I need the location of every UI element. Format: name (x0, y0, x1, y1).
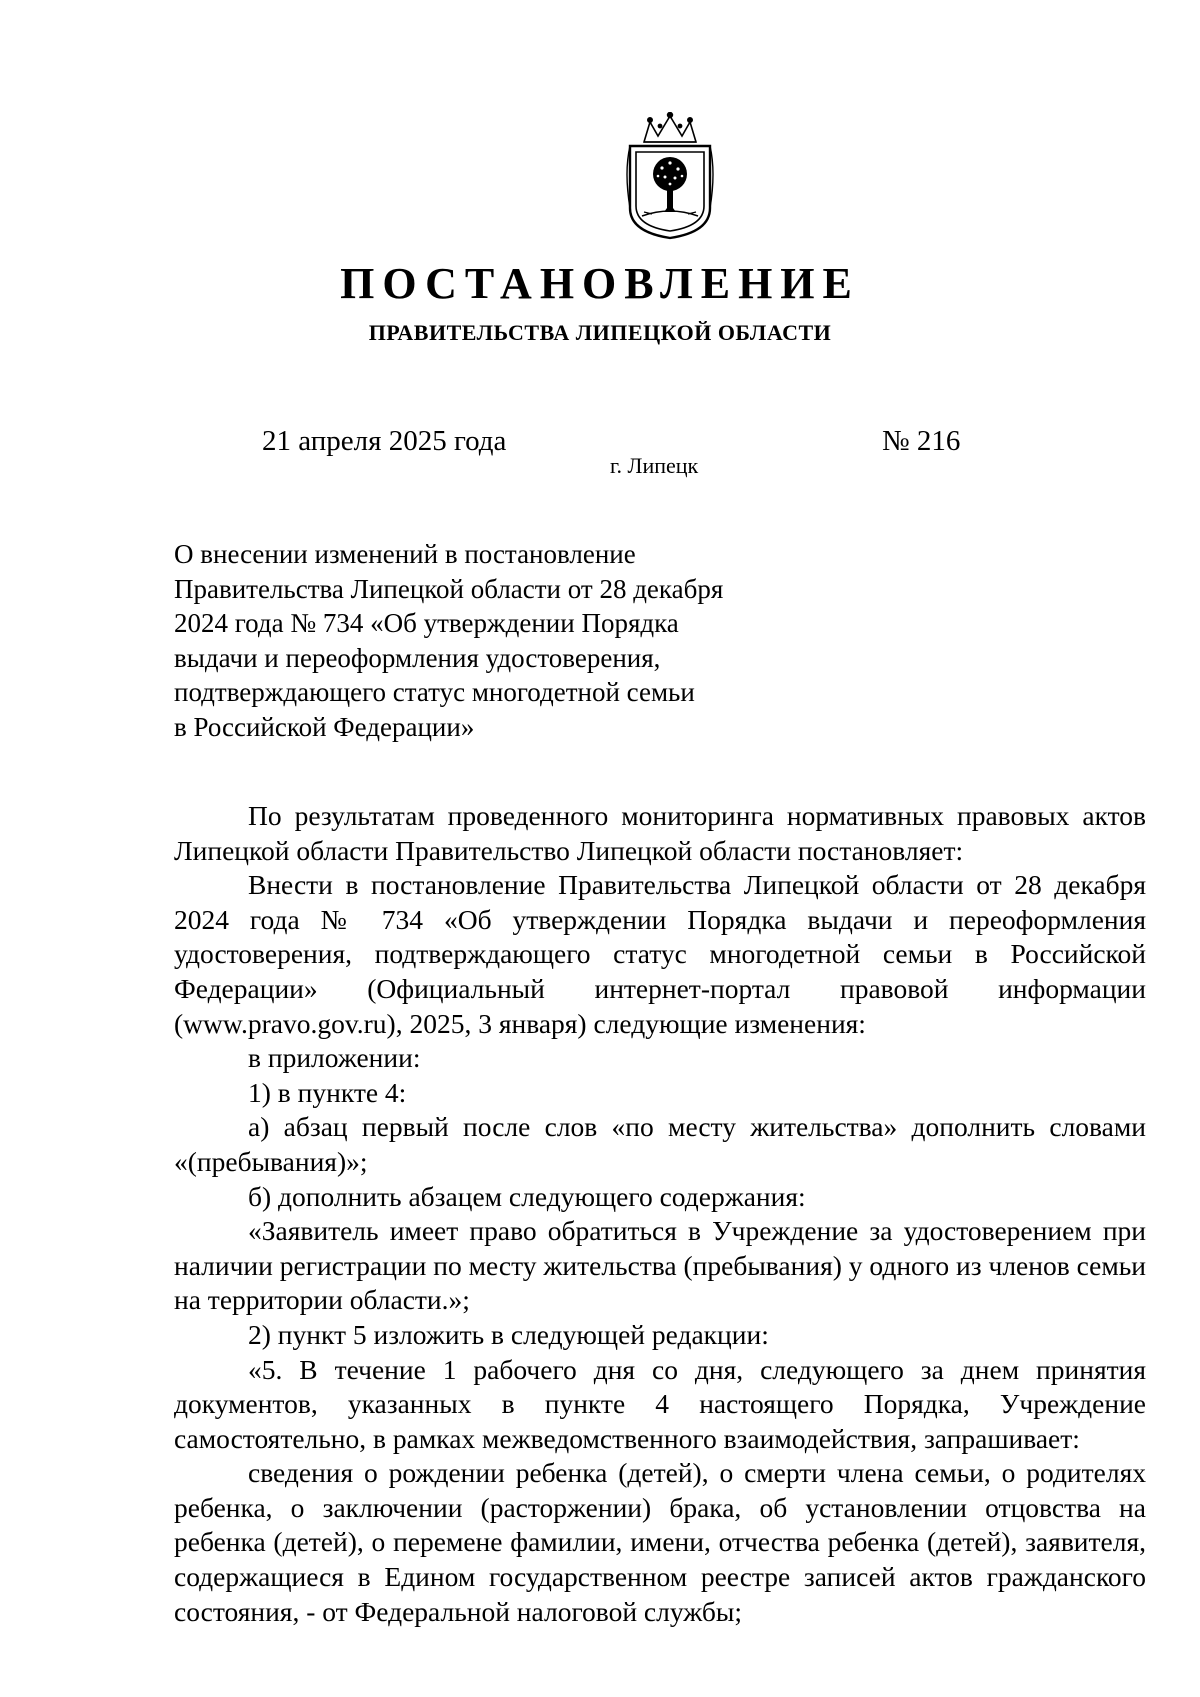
resolution-heading (174, 537, 794, 744)
body-paragraph: По результатам проведенного мониторинга нормативных правовых актов Липецкой области Правительство Липецкой области постановляет: (174, 800, 1146, 866)
body-paragraph: 1) в пункте 4: (248, 1076, 407, 1108)
heading-line: 2024 года № 734 «Об утверждении Порядка (174, 608, 679, 638)
document-date: 21 апреля 2025 года (262, 425, 507, 457)
heading-line: выдачи и переоформления удостоверения, (174, 642, 661, 673)
body-paragraph: 2) пункт 5 изложить в следующей редакции: (248, 1318, 769, 1350)
coat-of-arms-emblem (620, 112, 720, 242)
heading-line: Правительства Липецкой области от 28 декабря (174, 573, 724, 604)
document-subtitle: ПРАВИТЕЛЬСТВА ЛИПЕЦКОЙ ОБЛАСТИ (368, 320, 832, 345)
document-city: г. Липецк (610, 453, 699, 478)
body-paragraph: «5. В течение 1 рабочего дня со дня, следующего за днем принятия документов, указанных в пункте 4 настоящего Порядка, Учреждение самостоятельно, в рамках межведомственного взаимодействия, запрашивает: (174, 1353, 1146, 1454)
body-paragraph: «Заявитель имеет право обратиться в Учреждение за удостоверением при наличии регистрации по месту жительства (пребывания) у одного из членов семьи на территории области.»; (174, 1215, 1146, 1316)
body-paragraph: б) дополнить абзацем следующего содержания: (248, 1180, 806, 1212)
resolution-body (174, 799, 1146, 1629)
body-paragraph: а) абзац первый после слов «по месту жительства» дополнить словами «(пребывания)»; (174, 1111, 1146, 1177)
heading-line: подтверждающего статус многодетной семьи (174, 677, 695, 707)
document-number: № 216 (882, 425, 961, 457)
body-paragraph: сведения о рождении ребенка (детей), о смерти члена семьи, о родителях ребенка, о заключении (расторжении) брака, об установлении отцовства на ребенка (детей), о перемене фамилии, имени, отчества ребенка (детей), заявителя, содержащиеся в Едином государственном реестре записей актов гражданского состояния, - от Федеральной налоговой службы; (174, 1457, 1146, 1627)
body-paragraph: в приложении: (248, 1042, 421, 1074)
heading-line: О внесении изменений в постановление (174, 539, 636, 569)
heading-line: в Российской Федерации» (174, 711, 475, 742)
body-paragraph: Внести в постановление Правительства Липецкой области от 28 декабря 2024 года № 734 «Об утверждении Порядка выдачи и переоформления удостоверения, подтверждающего статус многодетной семьи в Российской Федерации» (Официальный интернет-портал правовой информации (www.pravo.gov.ru), 2025, 3 января) следующие изменения: (174, 869, 1146, 1039)
document-title: ПОСТАНОВЛЕНИЕ (340, 259, 860, 308)
